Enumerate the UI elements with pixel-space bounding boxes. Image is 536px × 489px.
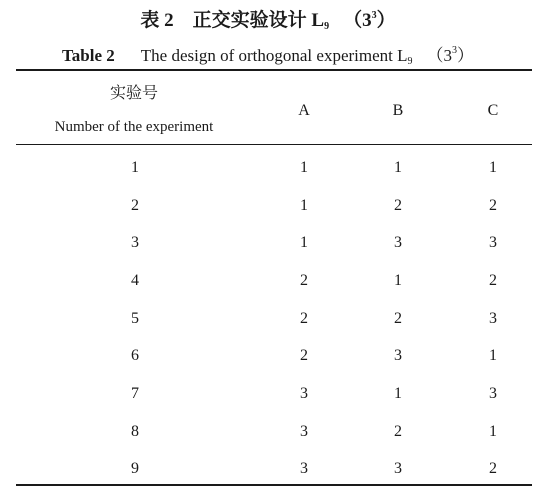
cell-b: 3	[394, 234, 402, 251]
cell-c: 2	[489, 197, 497, 214]
cell-c: 3	[489, 310, 497, 327]
cell-a: 3	[300, 423, 308, 440]
cell-experiment-number: 1	[131, 159, 139, 176]
cell-c: 1	[489, 423, 497, 440]
cell-b: 2	[394, 197, 402, 214]
cell-a: 3	[300, 460, 308, 477]
title-cn-paren-close: ）	[376, 10, 396, 31]
title-en-paren-close: ）	[457, 46, 474, 65]
cell-a: 2	[300, 272, 308, 289]
cell-b: 1	[394, 272, 402, 289]
cell-a: 2	[300, 347, 308, 364]
cell-c: 2	[489, 460, 497, 477]
table-label: Table 2	[62, 46, 115, 65]
header-experiment-number-en: Number of the experiment	[54, 119, 214, 135]
cell-a: 1	[300, 234, 308, 251]
cell-experiment-number: 8	[131, 423, 139, 440]
cell-experiment-number: 4	[131, 272, 139, 289]
cell-c: 2	[489, 272, 497, 289]
header-column-b: B	[392, 102, 404, 119]
table-header-rule	[16, 144, 532, 145]
cell-c: 3	[489, 385, 497, 402]
cell-experiment-number: 5	[131, 310, 139, 327]
title-cn-superscript: 3	[371, 10, 377, 21]
header-experiment-number-cn: 实验号	[109, 85, 158, 102]
cell-b: 3	[394, 460, 402, 477]
title-en-text: The design of orthogonal experiment L	[140, 46, 408, 65]
title-en-paren-open: （3	[426, 46, 452, 65]
cell-c: 1	[489, 159, 497, 176]
cell-c: 1	[489, 347, 497, 364]
cell-c: 3	[489, 234, 497, 251]
title-cn-paren-open: （3	[343, 10, 372, 31]
cell-b: 1	[394, 159, 402, 176]
cell-experiment-number: 6	[131, 347, 139, 364]
cell-b: 3	[394, 347, 402, 364]
cell-experiment-number: 7	[131, 385, 139, 402]
cell-b: 1	[394, 385, 402, 402]
title-en-subscript: 9	[407, 56, 413, 67]
cell-a: 1	[300, 159, 308, 176]
title-en-superscript: 3	[452, 45, 457, 56]
title-cn-prefix: 表 2 正交实验设计 L	[140, 10, 325, 31]
cell-a: 3	[300, 385, 308, 402]
cell-experiment-number: 9	[131, 460, 139, 477]
cell-experiment-number: 3	[131, 234, 139, 251]
table-top-rule	[16, 69, 532, 71]
header-column-c: C	[487, 102, 499, 119]
cell-b: 2	[394, 423, 402, 440]
cell-a: 1	[300, 197, 308, 214]
cell-b: 2	[394, 310, 402, 327]
title-cn-subscript: 9	[324, 21, 330, 32]
cell-a: 2	[300, 310, 308, 327]
table-title-chinese	[0, 4, 536, 39]
header-column-a: A	[298, 102, 310, 119]
cell-experiment-number: 2	[131, 197, 139, 214]
table-bottom-rule	[16, 484, 532, 486]
